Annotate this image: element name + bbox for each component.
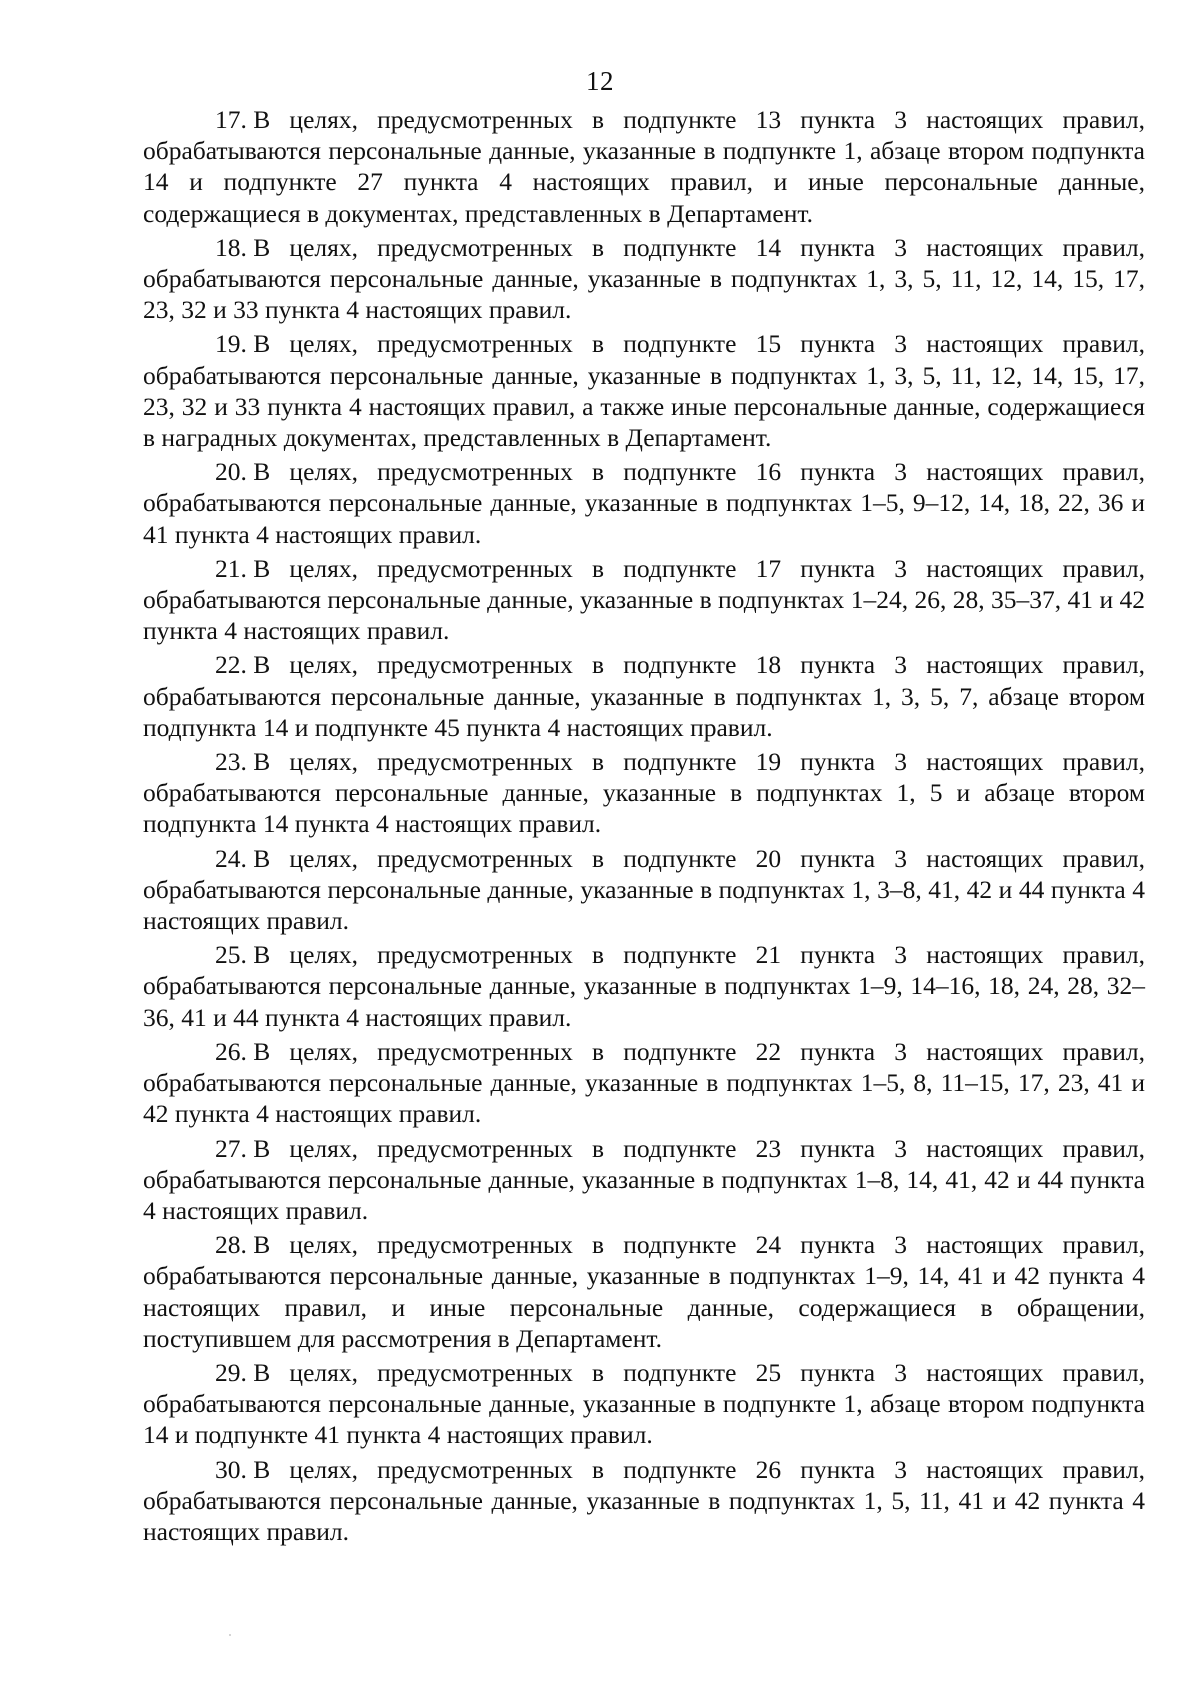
paragraph-text: В целях, предусмотренных в подпункте 19 пункта 3 настоящих правил, обрабатываются персональные данные, указанные в подпунктах 1, 5 и абзаце втором подпункта 14 пункта 4 настоящих правил.: [143, 747, 1145, 839]
paragraph-text: В целях, предусмотренных в подпункте 17 пункта 3 настоящих правил, обрабатываются персональные данные, указанные в подпунктах 1–24, 26, 28, 35–37, 41 и 42 пункта 4 настоящих правил.: [143, 553, 1145, 646]
paragraph-21: [143, 553, 1145, 647]
paragraph-number: 17.: [215, 105, 247, 134]
paragraph-number: 29.: [215, 1357, 247, 1387]
paragraph-28: [143, 1229, 1145, 1354]
paragraph-text: В целях, предусмотренных в подпункте 18 пункта 3 настоящих правил, обрабатываются персональные данные, указанные в подпунктах 1, 3, 5, 7, абзаце втором подпункта 14 и подпункте 45 пункта 4 настоящих правил.: [143, 650, 1145, 742]
paragraph-text: В целях, предусмотренных в подпункте 25 пункта 3 настоящих правил, обрабатываются персональные данные, указанные в подпункте 1, абзаце втором подпункта 14 и подпункте 41 пункта 4 настоящих правил.: [143, 1357, 1145, 1450]
paragraph-text: В целях, предусмотренных в подпункте 15 пункта 3 настоящих правил, обрабатываются персональные данные, указанные в подпунктах 1, 3, 5, 11, 12, 14, 15, 17, 23, 32 и 33 пункта 4 настоящих правил, а также иные персональные данные, содержащиеся в наградных документах, представленных в Департамент.: [143, 329, 1145, 453]
paragraph-number: 19.: [215, 329, 247, 359]
paragraph-number: 27.: [215, 1133, 247, 1163]
paragraph-number: 18.: [215, 232, 247, 262]
paragraph-number: 23.: [215, 747, 247, 777]
paragraph-text: В целях, предусмотренных в подпункте 13 пункта 3 настоящих правил, обрабатываются персональные данные, указанные в подпункте 1, абзаце втором подпункта 14 и подпункте 27 пункта 4 настоящих правил, и иные персональные данные, содержащиеся в документах, представленных в Департамент.: [143, 105, 1145, 228]
paragraph-number: 22.: [215, 650, 247, 680]
paragraph-23: [143, 746, 1145, 840]
paragraph-26: [143, 1036, 1145, 1130]
paragraph-text: В целях, предусмотренных в подпункте 16 пункта 3 настоящих правил, обрабатываются персональные данные, указанные в подпунктах 1–5, 9–12, 14, 18, 22, 36 и 41 пункта 4 настоящих правил.: [143, 457, 1145, 549]
paragraph-number: 26.: [215, 1036, 247, 1066]
paragraph-text: В целях, предусмотренных в подпункте 26 пункта 3 настоящих правил, обрабатываются персональные данные, указанные в подпунктах 1, 5, 11, 41 и 42 пункта 4 настоящих правил.: [143, 1454, 1145, 1546]
page-number: 12: [586, 66, 614, 96]
paragraph-27: [143, 1133, 1145, 1227]
paragraph-number: 20.: [215, 457, 247, 487]
paragraph-number: 24.: [215, 843, 247, 873]
paragraph-22: [143, 649, 1145, 743]
paragraph-18: [143, 232, 1145, 326]
paragraph-17: [143, 104, 1145, 229]
paragraph-number: 30.: [215, 1454, 247, 1484]
paragraph-24: [143, 843, 1145, 937]
paragraph-29: [143, 1357, 1145, 1451]
paragraph-text: В целях, предусмотренных в подпункте 14 пункта 3 настоящих правил, обрабатываются персональные данные, указанные в подпунктах 1, 3, 5, 11, 12, 14, 15, 17, 23, 32 и 33 пункта 4 настоящих правил.: [143, 232, 1145, 325]
paragraph-text: В целях, предусмотренных в подпункте 24 пункта 3 настоящих правил, обрабатываются персональные данные, указанные в подпунктах 1–9, 14, 41 и 42 пункта 4 настоящих правил, и иные персональные данные, содержащиеся в обращении, поступившем для рассмотрения в Департамент.: [143, 1230, 1145, 1353]
paragraph-number: 21.: [215, 553, 247, 583]
paragraph-30: [143, 1454, 1145, 1548]
paragraph-number: 28.: [215, 1230, 247, 1260]
paragraph-19: [143, 328, 1145, 453]
paragraph-text: В целях, предусмотренных в подпункте 22 пункта 3 настоящих правил, обрабатываются персональные данные, указанные в подпунктах 1–5, 8, 11–15, 17, 23, 41 и 42 пункта 4 настоящих правил.: [143, 1036, 1145, 1129]
paragraph-text: В целях, предусмотренных в подпункте 20 пункта 3 настоящих правил, обрабатываются персональные данные, указанные в подпунктах 1, 3–8, 41, 42 и 44 пункта 4 настоящих правил.: [143, 843, 1145, 936]
scan-speck: [229, 1634, 231, 1636]
paragraph-number: 25.: [215, 940, 247, 970]
document-body: [143, 104, 1145, 1550]
paragraph-20: [143, 456, 1145, 550]
paragraph-text: В целях, предусмотренных в подпункте 21 пункта 3 настоящих правил, обрабатываются персональные данные, указанные в подпунктах 1–9, 14–16, 18, 24, 28, 32–36, 41 и 44 пункта 4 настоящих правил.: [143, 940, 1145, 1032]
paragraph-25: [143, 939, 1145, 1033]
paragraph-text: В целях, предусмотренных в подпункте 23 пункта 3 настоящих правил, обрабатываются персональные данные, указанные в подпунктах 1–8, 14, 41, 42 и 44 пункта 4 настоящих правил.: [143, 1133, 1145, 1225]
